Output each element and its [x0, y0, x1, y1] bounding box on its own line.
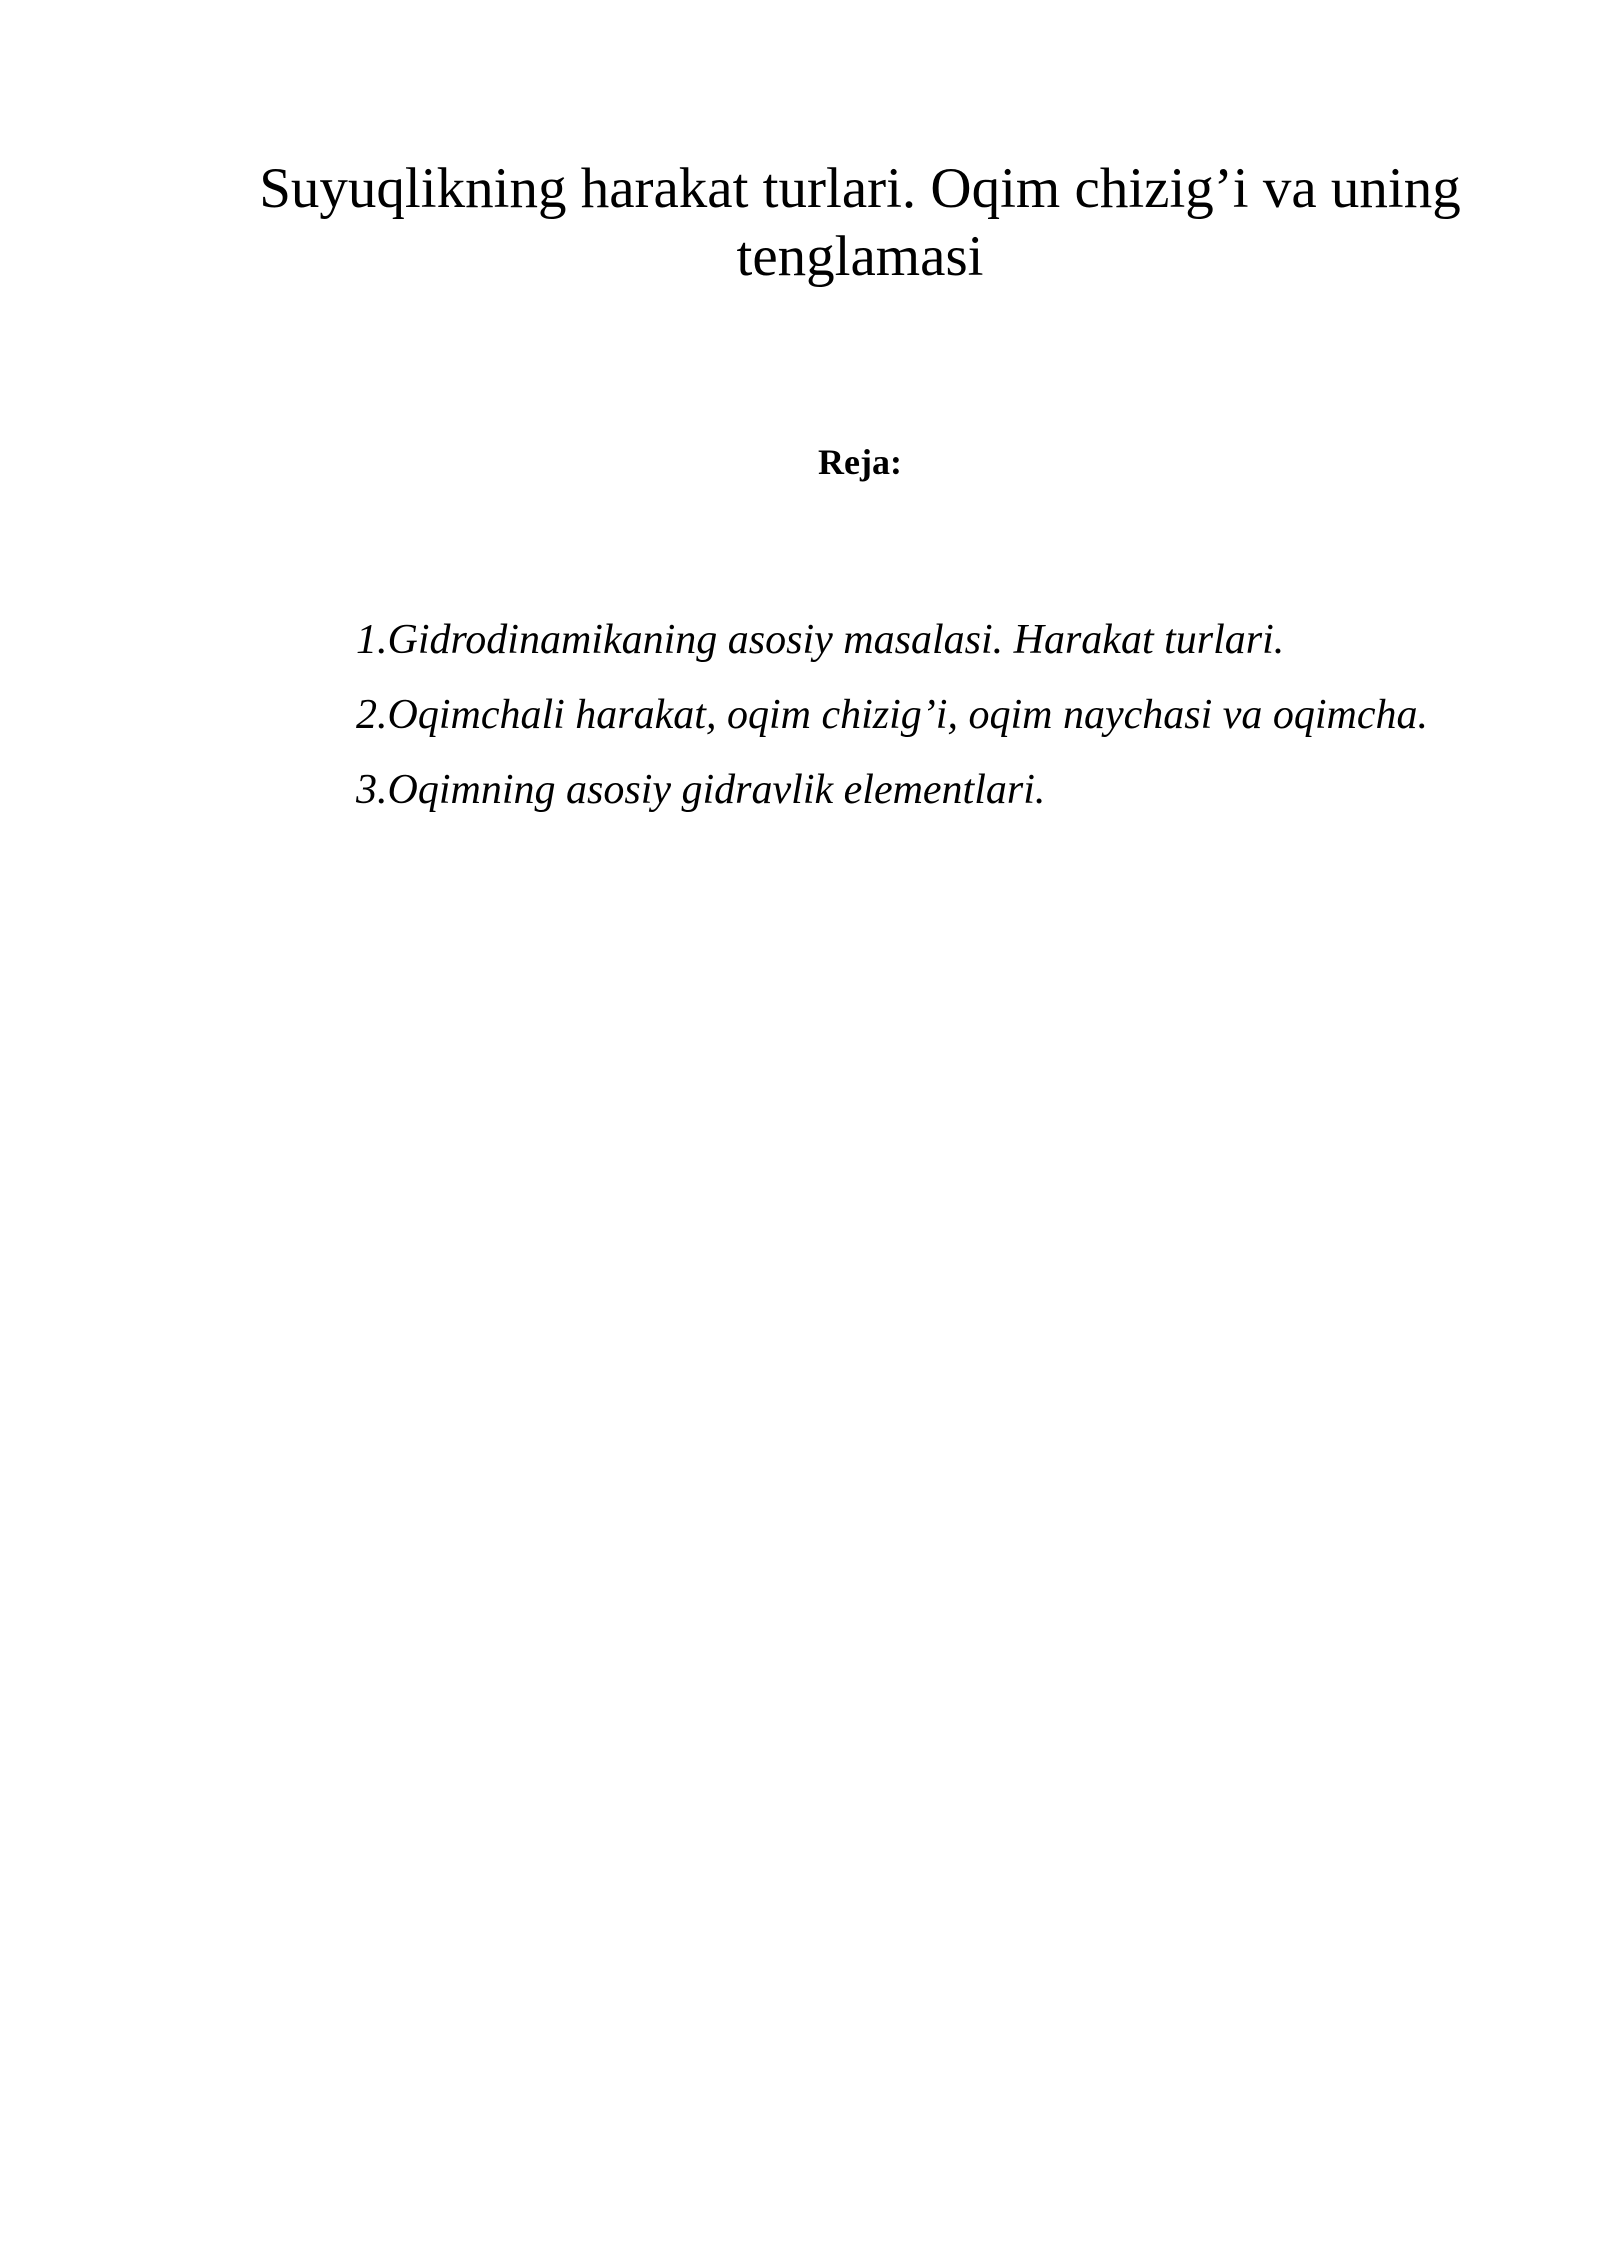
plan-item: 3.Oqimning asosiy gidravlik elementlari.: [356, 767, 1046, 813]
plan-item: 1.Gidrodinamikaning asosiy masalasi. Harakat turlari.: [356, 617, 1285, 663]
document-title: Suyuqlikning harakat turlari. Oqim chizig’i va uning tenglamasi: [259, 157, 1461, 288]
plan-item: 2.Oqimchali harakat, oqim chizig’i, oqim naychasi va oqimcha.: [356, 692, 1429, 738]
plan-heading: Reja:: [818, 442, 902, 482]
plan-list: [356, 615, 1428, 840]
